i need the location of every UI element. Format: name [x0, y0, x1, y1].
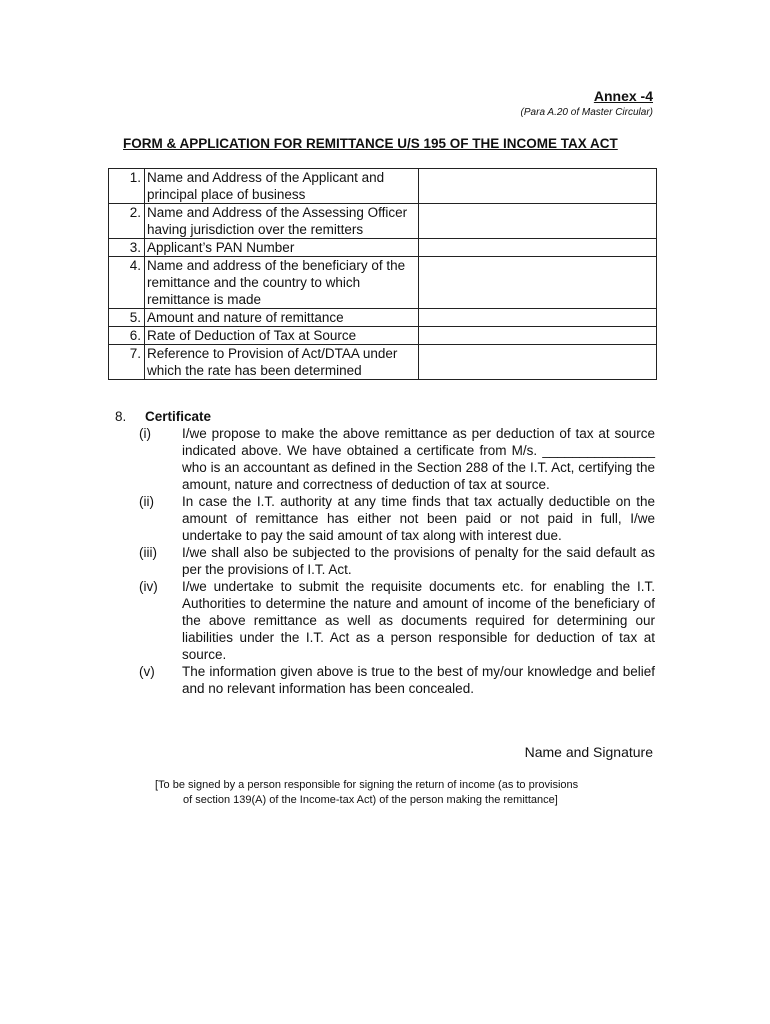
row-number: 1. — [109, 169, 145, 204]
para-reference: (Para A.20 of Master Circular) — [520, 107, 653, 118]
row-number: 3. — [109, 239, 145, 257]
table-row — [109, 345, 657, 380]
table-row — [109, 169, 657, 204]
certificate-number: 8. — [115, 409, 127, 424]
footnote-line: of section 139(A) of the Income-tax Act) of the person making the remittance] — [183, 794, 558, 806]
footnote-line: [To be signed by a person responsible for signing the return of income (as to provisions — [155, 779, 579, 791]
certificate-title: Certificate — [145, 409, 212, 424]
clause-text: I/we shall also be subjected to the provisions of penalty for the said default as per the provisions of I.T. Act. — [182, 545, 655, 577]
row-label: Rate of Deduction of Tax at Source — [145, 327, 419, 345]
table-row — [109, 309, 657, 327]
row-label: Name and address of the beneficiary of the remittance and the country to which remittance is made — [145, 257, 419, 309]
row-number: 2. — [109, 204, 145, 239]
row-value-field[interactable] — [419, 169, 657, 204]
row-number: 7. — [109, 345, 145, 380]
clause-numeral: (ii) — [139, 494, 154, 509]
row-value-field[interactable] — [419, 239, 657, 257]
clause-numeral: (v) — [139, 664, 155, 679]
signature-label: Name and Signature — [524, 744, 653, 760]
clause-text: In case the I.T. authority at any time finds that tax actually deductible on the amount of remittance has either not been paid or not paid in full, I/we undertake to pay the said amount of tax along with interest due. — [182, 494, 655, 543]
certificate-clause — [115, 578, 655, 663]
clause-text: I/we undertake to submit the requisite documents etc. for enabling the I.T. Authorities to determine the nature and amount of income of the beneficiary of the above remittance as well as documents required for determining our liabilities under the I.T. Act as a person responsible for deduction of tax at source. — [182, 579, 655, 662]
table-row — [109, 257, 657, 309]
annex-label: Annex -4 — [593, 88, 653, 104]
certificate-clause — [115, 493, 655, 544]
row-label: Name and Address of the Applicant and principal place of business — [145, 169, 419, 204]
row-label: Reference to Provision of Act/DTAA under which the rate has been determined — [145, 345, 419, 380]
table-row — [109, 239, 657, 257]
row-number: 6. — [109, 327, 145, 345]
clause-numeral: (iv) — [139, 579, 158, 594]
form-title: FORM & APPLICATION FOR REMITTANCE U/S 195 OF THE INCOME TAX ACT — [123, 136, 618, 151]
table-row — [109, 327, 657, 345]
row-value-field[interactable] — [419, 204, 657, 239]
application-fields-table — [108, 168, 657, 380]
clause-numeral: (i) — [139, 426, 151, 441]
row-value-field[interactable] — [419, 345, 657, 380]
row-number: 5. — [109, 309, 145, 327]
certificate-section — [115, 408, 655, 697]
row-label: Amount and nature of remittance — [145, 309, 419, 327]
certificate-heading — [115, 408, 655, 425]
row-value-field[interactable] — [419, 257, 657, 309]
clause-text: I/we propose to make the above remittance as per deduction of tax at source indicated above. We have obtained a certificate from M/s. _______________ who is an accountant as defined in the Section 288 of the I.T. Act, certifying the amount, nature and correctness of deduction of tax at source. — [182, 426, 655, 492]
certificate-clause — [115, 663, 655, 697]
table-row — [109, 204, 657, 239]
row-number: 4. — [109, 257, 145, 309]
certificate-clause — [115, 544, 655, 578]
row-value-field[interactable] — [419, 309, 657, 327]
certificate-clause — [115, 425, 655, 493]
clause-numeral: (iii) — [139, 545, 157, 560]
row-label: Applicant’s PAN Number — [145, 239, 419, 257]
row-value-field[interactable] — [419, 327, 657, 345]
signing-footnote — [155, 778, 625, 808]
clause-text: The information given above is true to the best of my/our knowledge and belief and no relevant information has been concealed. — [182, 664, 655, 696]
row-label: Name and Address of the Assessing Officer having jurisdiction over the remitters — [145, 204, 419, 239]
